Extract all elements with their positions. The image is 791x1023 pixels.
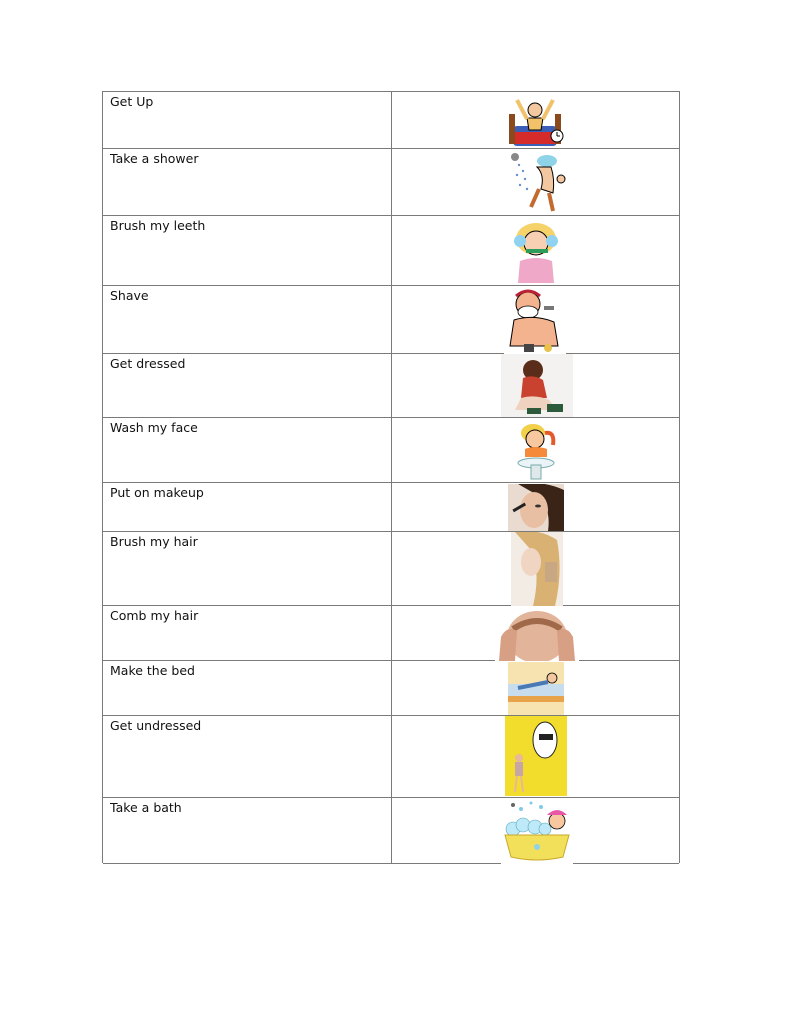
woman-getting-dressed-icon — [501, 354, 573, 417]
activity-cell — [103, 661, 392, 715]
girl-washing-face-icon — [511, 419, 561, 482]
table-row — [103, 216, 679, 286]
table-row — [103, 354, 679, 418]
activity-label: Brush my leeth — [110, 218, 206, 233]
activity-label: Get undressed — [110, 718, 202, 733]
woman-undressing-icon — [505, 716, 567, 796]
activity-label: Get dressed — [110, 356, 186, 371]
activity-cell — [103, 716, 392, 797]
man-taking-shower-icon — [495, 149, 575, 215]
activity-cell — [103, 92, 392, 148]
activity-cell — [103, 798, 392, 863]
woman-brushing-hair-icon — [511, 532, 563, 606]
activity-label: Get Up — [110, 94, 154, 109]
activity-cell — [103, 532, 392, 605]
person-taking-bath-icon — [501, 799, 573, 864]
table-row — [103, 92, 679, 149]
table-row — [103, 149, 679, 216]
activity-cell — [103, 354, 392, 417]
table-row — [103, 483, 679, 532]
activity-table — [102, 91, 680, 863]
activity-cell — [103, 418, 392, 482]
table-row — [103, 606, 679, 661]
activity-cell — [103, 483, 392, 531]
activity-cell — [103, 216, 392, 285]
table-row — [103, 661, 679, 716]
activity-cell — [103, 286, 392, 353]
table-row — [103, 798, 679, 864]
activity-label: Make the bed — [110, 663, 195, 678]
activity-label: Brush my hair — [110, 534, 198, 549]
girl-brushing-teeth-icon — [506, 217, 566, 285]
man-combing-hair-icon — [495, 607, 579, 661]
activity-label: Shave — [110, 288, 149, 303]
activity-label: Take a bath — [110, 800, 182, 815]
table-row — [103, 532, 679, 606]
table-row — [103, 418, 679, 483]
table-row — [103, 286, 679, 354]
woman-applying-makeup-icon — [508, 484, 564, 531]
activity-cell — [103, 149, 392, 215]
activity-cell — [103, 606, 392, 660]
table-row — [103, 716, 679, 798]
activity-label: Put on makeup — [110, 485, 204, 500]
man-shaving-icon — [504, 286, 566, 354]
activity-label: Take a shower — [110, 151, 199, 166]
activity-label: Wash my face — [110, 420, 198, 435]
person-making-bed-icon — [508, 662, 564, 715]
man-getting-up-bed-icon — [505, 92, 565, 148]
activity-label: Comb my hair — [110, 608, 199, 623]
